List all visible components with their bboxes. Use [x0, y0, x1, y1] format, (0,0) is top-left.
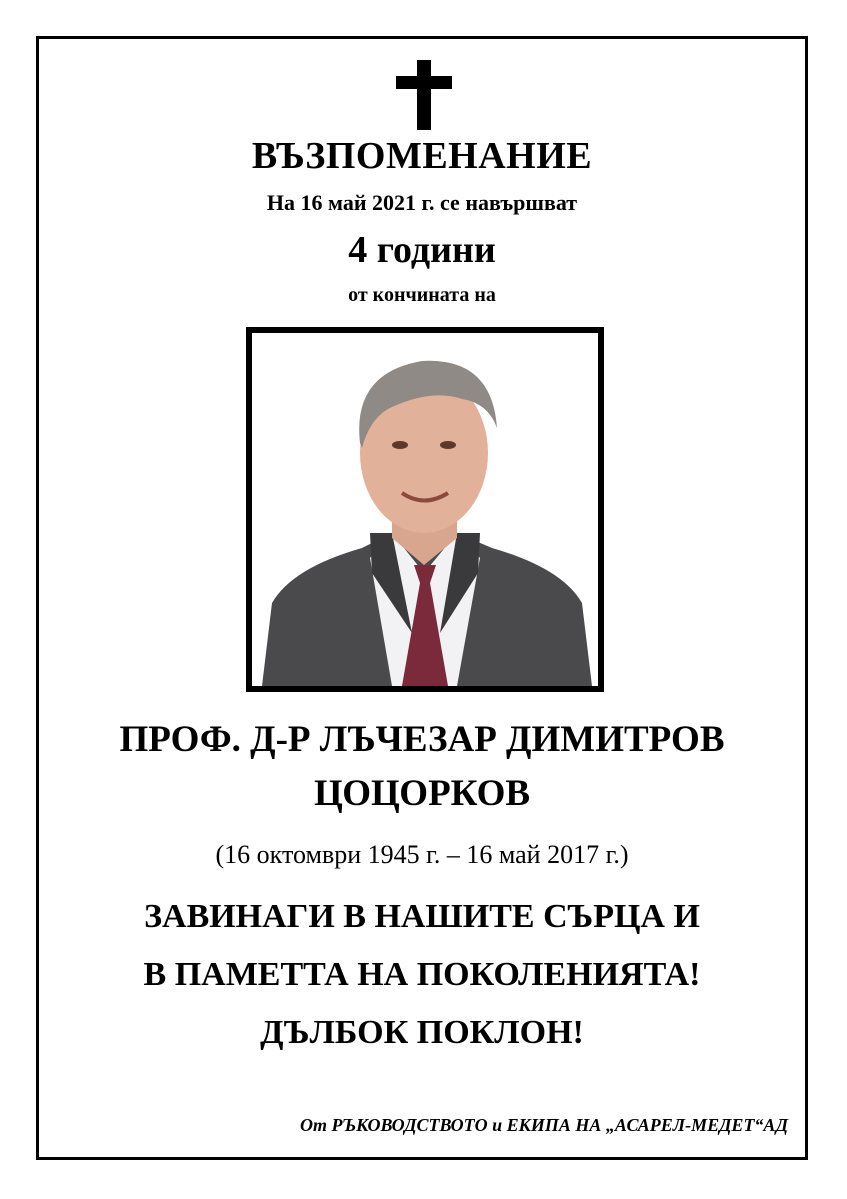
name-line-1: ПРОФ. Д-Р ЛЪЧЕЗАР ДИМИТРОВ [119, 719, 725, 760]
message-line-2: В ПАМЕТТА НА ПОКОЛЕНИЯТА! [143, 956, 701, 993]
date-line: На 16 май 2021 г. се навършват [266, 190, 578, 215]
since-line: от кончината на [348, 284, 496, 306]
years-count: 4 години [348, 229, 496, 271]
footer-signature: От РЪКОВОДСТВОТО и ЕКИПА НА „АСАРЕЛ-МЕДЕТ“АД [299, 1115, 788, 1135]
cross-icon [396, 60, 452, 130]
life-dates: (16 октомври 1945 г. – 16 май 2017 г.) [215, 840, 629, 869]
message-line-1: ЗАВИНАГИ В НАШИТЕ СЪРЦА И [144, 898, 700, 935]
name-line-2: ЦОЦОРКОВ [313, 773, 531, 814]
page-title: ВЪЗПОМЕНАНИЕ [251, 135, 593, 177]
message-line-3: ДЪЛБОК ПОКЛОН! [260, 1014, 584, 1051]
portrait-photo [246, 327, 604, 692]
